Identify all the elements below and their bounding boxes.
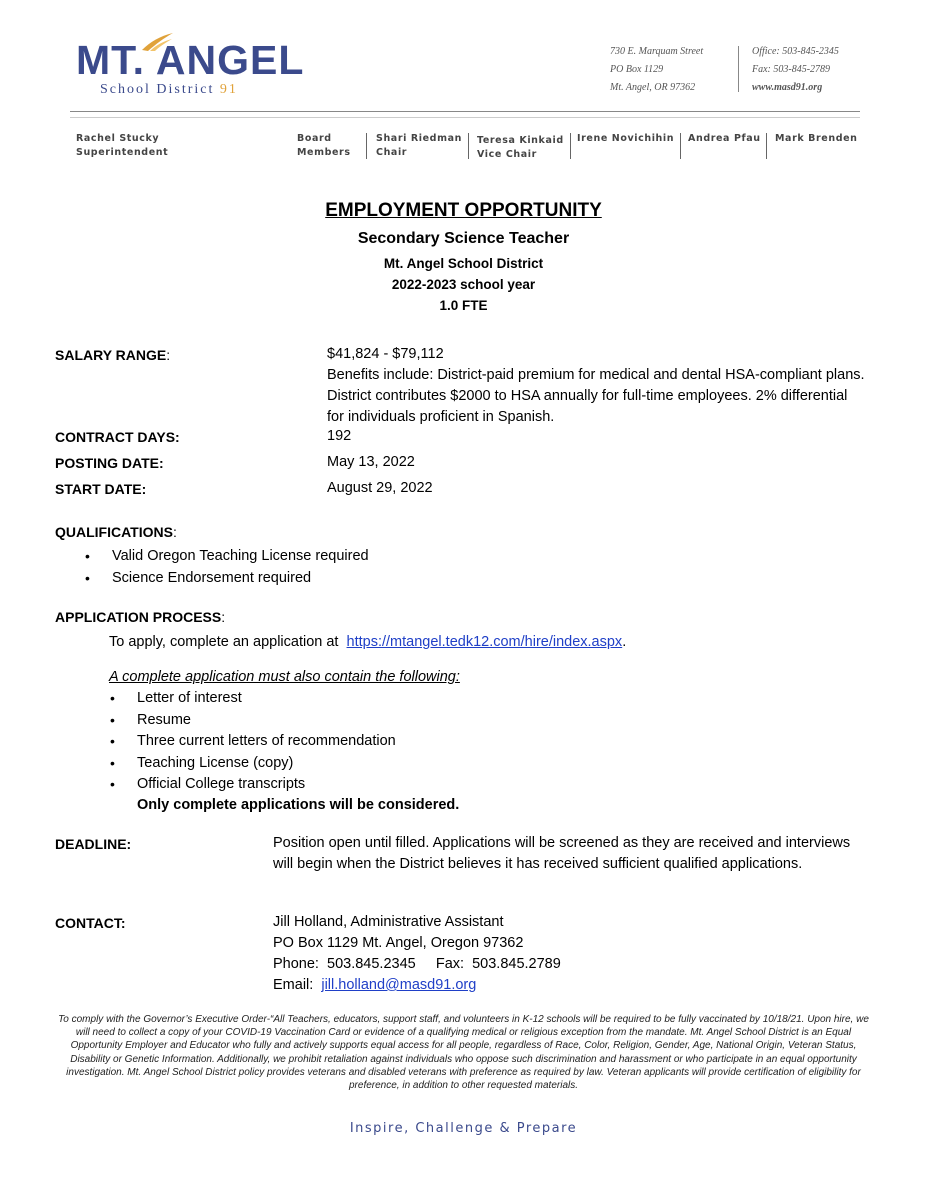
salary-value: $41,824 - $79,112 Benefits include: District-paid premium for medical and dental HSA-compliant plans. District contributes $2000 to HSA annually for full-time employees. 2% differential for individuals proficient in Spanish. (327, 344, 867, 428)
district-logo-subtitle: School District 91 (100, 82, 238, 97)
list-item: • Letter of interest (110, 688, 810, 710)
board-divider (680, 133, 681, 159)
board-divider (468, 133, 469, 159)
contact-address: PO Box 1129 Mt. Angel, Oregon 97362 (273, 935, 524, 951)
salary-label: SALARY RANGE: (55, 347, 171, 363)
contact-phone: Phone: 503.845.2345 Fax: 503.845.2789 (273, 956, 561, 972)
district-logo: MT. ANGEL (76, 37, 305, 83)
application-requirements-heading: A complete application must also contain the following: (109, 669, 460, 685)
board-members-label: Board Members (297, 133, 351, 158)
application-label: APPLICATION PROCESS: (55, 609, 226, 625)
application-link[interactable]: https://mtangel.tedk12.com/hire/index.aspx (346, 634, 623, 650)
list-item: • Official College transcripts (110, 774, 810, 796)
website-link[interactable]: www.masd91.org (752, 82, 823, 93)
superintendent: Rachel Stucky Superintendent (76, 133, 169, 158)
board-member: Mark Brenden (775, 133, 858, 144)
list-item: • Teaching License (copy) (110, 753, 810, 775)
list-item: • Resume (110, 710, 810, 732)
application-requirements-list (110, 688, 810, 796)
contact-details (273, 912, 863, 996)
board-member-vice-chair: Teresa Kinkaid Vice Chair (477, 135, 564, 160)
benefits-text: Benefits include: District-paid premium for medical and dental HSA-compliant plans. District contributes $2000 to HSA annually for full-time employees. 2% differential for individuals proficient in Spanish. (327, 367, 865, 425)
application-note: Only complete applications will be considered. (137, 797, 460, 813)
position-details: Mt. Angel School District 2022-2023 school year 1.0 FTE (383, 256, 544, 313)
list-item: • Valid Oregon Teaching License required (85, 546, 785, 568)
page-title: EMPLOYMENT OPPORTUNITY (325, 200, 602, 221)
list-item: • Science Endorsement required (85, 568, 785, 590)
posting-date-label: POSTING DATE: (55, 455, 164, 471)
board-member-chair: Shari Riedman Chair (376, 133, 462, 158)
board-divider (570, 133, 571, 159)
address-divider (738, 46, 739, 92)
start-date-label: START DATE: (55, 481, 147, 497)
mailing-address: 730 E. Marquam Street PO Box 1129 Mt. Angel, OR 97362 (610, 46, 704, 93)
posting-date-value: May 13, 2022 (327, 454, 415, 470)
district-tagline: Inspire, Challenge & Prepare (349, 1121, 578, 1136)
position-title: Secondary Science Teacher (357, 230, 570, 247)
qualifications-list (85, 546, 785, 589)
office-phone: Office: 503-845-2345 (752, 46, 839, 57)
start-date-value: August 29, 2022 (327, 480, 433, 496)
application-intro: To apply, complete an application at https://mtangel.tedk12.com/hire/index.aspx. (109, 634, 627, 650)
deadline-label: DEADLINE: (55, 836, 132, 852)
contract-days-label: CONTRACT DAYS: (55, 429, 180, 445)
board-member: Irene Novichihin (577, 133, 675, 144)
contract-days-value: 192 (327, 428, 352, 444)
list-item: • Three current letters of recommendation (110, 731, 810, 753)
header-divider (70, 111, 860, 112)
deadline-text: Position open until filled. Applications will be screened as they are received and interviews will begin when the District believes it has received sufficient qualified applications. (273, 835, 851, 872)
board-divider (766, 133, 767, 159)
legal-disclaimer: To comply with the Governor’s Executive Order-“All Teachers, educators, support staff, and volunteers in K-12 schools will be required to be fully vaccinated by 10/18/21. Upon hire, we will need to collect a copy of your COVID-19 Vaccination Card or evidence of a qualifying medical or religious exception from the mandate. Mt. Angel School District is an Equal Opportunity Employer and Educator who fully and actively supports equal access for all people, regardless of Race, Color, Religion, Gender, Age, National Origin, Veteran Status, Disability or Genetic Information. Additionally, we prohibit retaliation against individuals who oppose such discrimination and harassment or who participate in an equal opportunity investigation. Mt. Angel School District policy provides veterans and disabled veterans with preference as required by law. Veteran applicants will provide certification of eligibility for preference, in addition to other requested materials. (58, 1014, 869, 1092)
board-divider (366, 133, 367, 159)
contact-email-link[interactable]: jill.holland@masd91.org (321, 977, 477, 993)
board-member: Andrea Pfau (688, 133, 761, 144)
header-divider-light (70, 117, 860, 118)
qualifications-label: QUALIFICATIONS: (55, 524, 177, 540)
contact-name: Jill Holland, Administrative Assistant (273, 914, 504, 930)
contact-info (752, 43, 839, 97)
contact-email-line: Email: jill.holland@masd91.org (273, 977, 477, 993)
fax-number: Fax: 503-845-2789 (752, 64, 831, 75)
contact-label: CONTACT: (55, 915, 126, 931)
